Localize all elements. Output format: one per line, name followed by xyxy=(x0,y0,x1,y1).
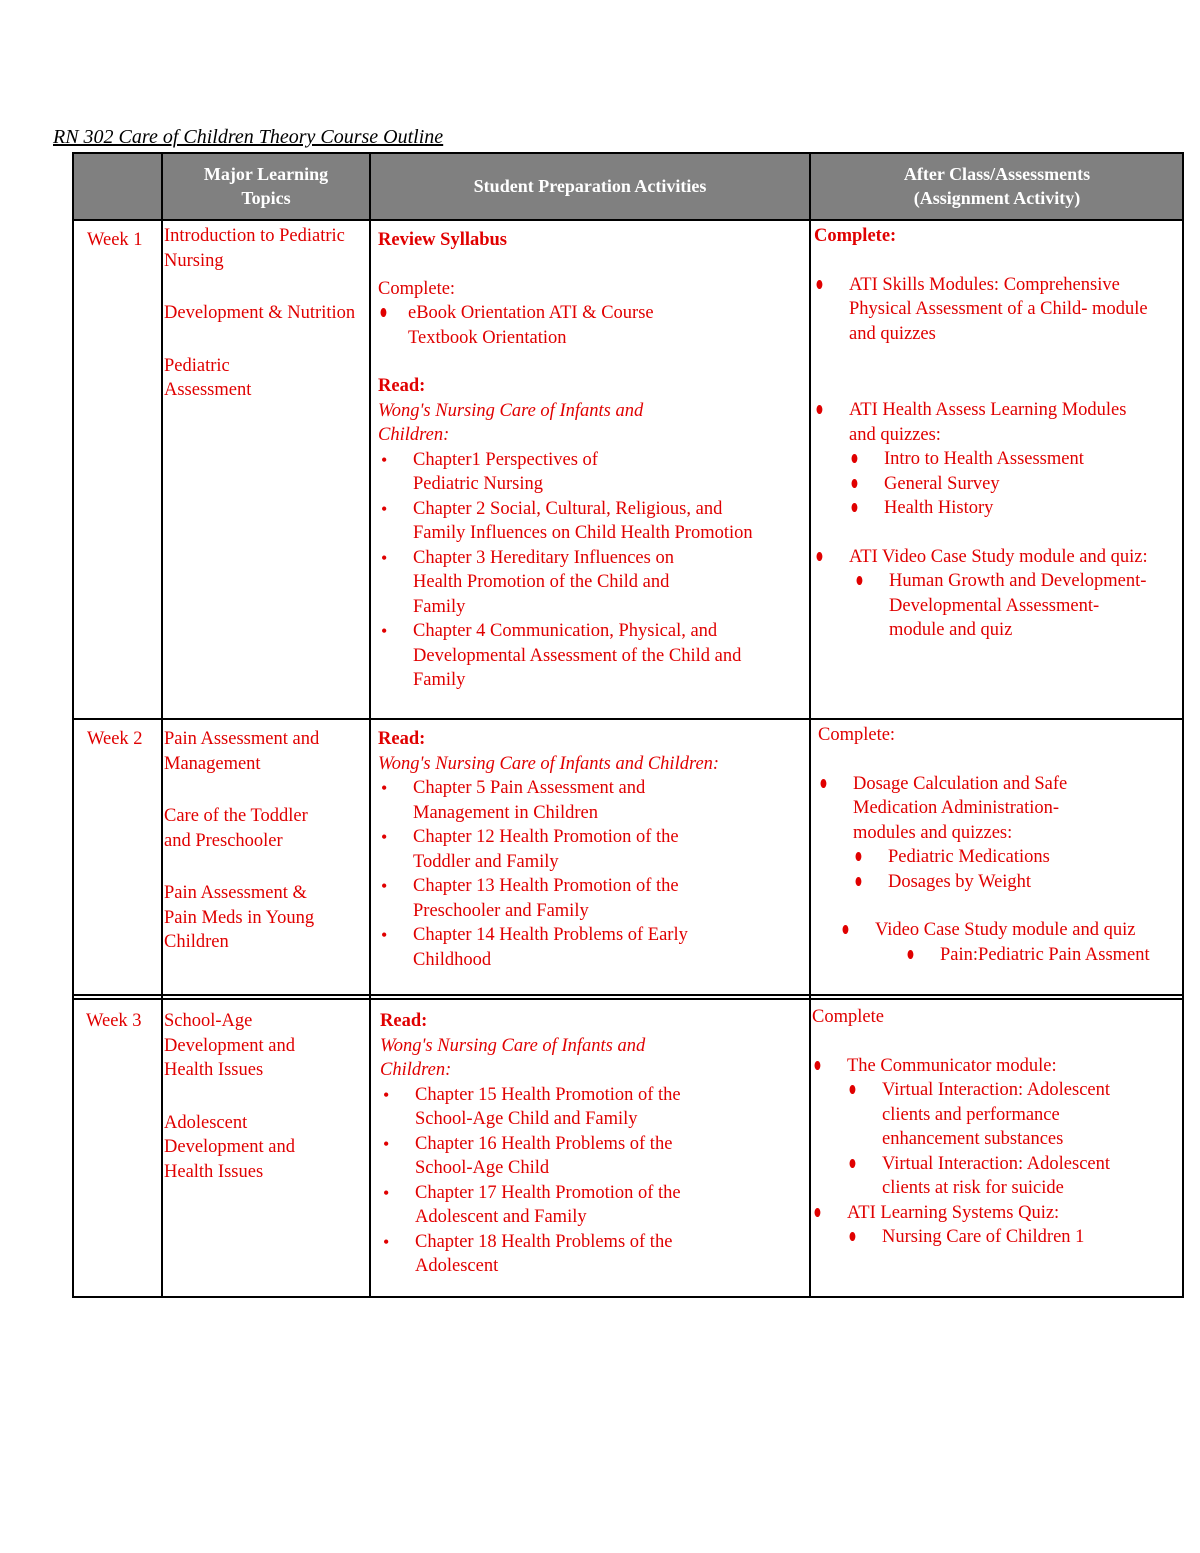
border-top xyxy=(72,152,1184,154)
after-cell xyxy=(810,719,1184,995)
read-label: Read: xyxy=(380,1011,428,1031)
header-after-line1: After Class/Assessments xyxy=(903,164,1091,184)
week-label: Week 2 xyxy=(87,729,143,749)
list-item: • Chapter 2 Social, Cultural, Religious, and Family Influences on Child Health Promotion xyxy=(378,497,774,546)
list-item xyxy=(814,398,1139,521)
topics-cell xyxy=(162,719,370,995)
read-label: Read: xyxy=(378,729,426,749)
list-item: ⬮ Pediatric Medications xyxy=(853,845,1133,870)
list-item xyxy=(812,1201,1178,1250)
list-item xyxy=(840,918,1180,967)
item-text: ATI Health Assess Learning Modules and quizzes: xyxy=(849,400,1127,445)
complete-label: Complete: xyxy=(378,278,456,299)
after-cell xyxy=(810,999,1184,1298)
topics-cell xyxy=(162,999,370,1298)
sub-list xyxy=(849,447,1149,521)
header-prep: Student Preparation Activities xyxy=(370,152,810,220)
list-item: ⬮ Health History xyxy=(849,496,1149,521)
topic: Care of the Toddler and Preschooler xyxy=(164,806,308,851)
list-item: • Chapter 5 Pain Assessment and Management in Children xyxy=(378,776,688,825)
list-item: ⬮ Human Growth and Development- Developmental Assessment- module and quiz xyxy=(854,569,1154,643)
topic: Introduction to Pediatric Nursing xyxy=(164,226,345,271)
header-week-cell xyxy=(72,152,162,220)
table-row xyxy=(72,999,1184,1298)
row-divider xyxy=(72,998,1184,1000)
assignment-list xyxy=(812,1054,1178,1250)
list-item: ⬮ Virtual Interaction: Adolescent clients and performance enhancement substances xyxy=(847,1078,1147,1152)
list-item: ⬮ Pain:Pediatric Pain Assment xyxy=(905,943,1180,968)
page-title: RN 302 Care of Children Theory Course Outline xyxy=(53,126,444,148)
list-item: ⬮ eBook Orientation ATI & Course Textbook Orientation xyxy=(378,301,708,350)
header-topics: Major Learning Topics xyxy=(162,152,370,220)
item-text: ATI Learning Systems Quiz: xyxy=(847,1202,1060,1223)
list-item: • Chapter 12 Health Promotion of the Toddler and Family xyxy=(378,825,688,874)
item-text: ATI Skills Modules: Comprehensive Physical Assessment of a Child- module and quizzes xyxy=(849,274,1148,344)
list-item: ⬮ General Survey xyxy=(849,472,1149,497)
after-cell xyxy=(810,220,1184,719)
item-text: Video Case Study module and quiz xyxy=(875,920,1136,940)
list-item: ⬮ Intro to Health Assessment xyxy=(849,447,1149,472)
border-bottom xyxy=(72,1296,1184,1298)
list-item: • Chapter 3 Hereditary Influences on Health Promotion of the Child and Family xyxy=(378,546,723,620)
book-title: Wong's Nursing Care of Infants and Children: xyxy=(378,400,644,445)
row-divider xyxy=(72,718,1184,720)
prep-cell xyxy=(370,719,810,995)
list-item: • Chapter 13 Health Promotion of the Preschooler and Family xyxy=(378,874,688,923)
topic: School-Age Development and Health Issues xyxy=(164,1011,295,1080)
complete-label: Complete: xyxy=(814,226,897,246)
list-item: ⬮ Nursing Care of Children 1 xyxy=(847,1225,1178,1250)
list-item xyxy=(814,273,1169,347)
item-text: The Communicator module: xyxy=(847,1055,1057,1076)
complete-label: Complete: xyxy=(818,725,896,745)
header-after-line2: (Assignment Activity) xyxy=(913,188,1081,208)
list-item: • Chapter 4 Communication, Physical, and Developmental Assessment of the Child and Family xyxy=(378,619,774,693)
sub-list xyxy=(847,1078,1147,1201)
week-label: Week 1 xyxy=(87,230,143,250)
chapter-list xyxy=(378,448,774,693)
header-after xyxy=(810,152,1184,220)
table-row xyxy=(72,719,1184,995)
list-item: • Chapter 16 Health Problems of the School-Age Child xyxy=(380,1132,715,1181)
chapter-list xyxy=(378,776,688,972)
book-title: Wong's Nursing Care of Infants and Children: xyxy=(378,753,720,774)
border-left xyxy=(72,152,74,1298)
topic: Development & Nutrition xyxy=(164,303,356,323)
assignment-list xyxy=(814,273,1176,643)
border-right xyxy=(1182,152,1184,1298)
list-item: • Chapter 17 Health Promotion of the Adolescent and Family xyxy=(380,1181,710,1230)
list-item: • Chapter 18 Health Problems of the Adolescent xyxy=(380,1230,715,1279)
topic: Pain Assessment & Pain Meds in Young Children xyxy=(164,883,315,952)
sub-list xyxy=(849,569,1154,643)
topic: Pain Assessment and Management xyxy=(164,729,320,774)
list-item xyxy=(814,545,1176,643)
row-divider xyxy=(72,219,1184,221)
col-divider xyxy=(161,152,163,1298)
topic: Adolescent Development and Health Issues xyxy=(164,1112,295,1182)
list-item: • Chapter 14 Health Problems of Early Childhood xyxy=(378,923,688,972)
sub-list xyxy=(875,943,1180,968)
list-item: • Chapter 15 Health Promotion of the School-Age Child and Family xyxy=(380,1083,710,1132)
col-divider xyxy=(809,152,811,1298)
prep-cell xyxy=(370,999,810,1298)
item-text: ATI Video Case Study module and quiz: xyxy=(849,546,1148,567)
prep-cell xyxy=(370,220,810,719)
book-title: Wong's Nursing Care of Infants and Children: xyxy=(380,1035,646,1080)
topics-cell xyxy=(162,220,370,719)
table-row xyxy=(72,220,1184,719)
row-divider xyxy=(72,994,1184,996)
week-label: Week 3 xyxy=(86,1011,142,1031)
complete-list xyxy=(378,301,774,350)
list-item xyxy=(818,772,1113,895)
read-label: Read: xyxy=(378,376,426,396)
topic: Pediatric Assessment xyxy=(164,355,252,400)
chapter-list xyxy=(380,1083,710,1279)
col-divider xyxy=(369,152,371,1298)
review-label: Review Syllabus xyxy=(378,230,508,250)
sub-list xyxy=(853,845,1133,894)
list-item: • Chapter1 Perspectives of Pediatric Nursing xyxy=(378,448,643,497)
list-item: ⬮ Virtual Interaction: Adolescent clients at risk for suicide xyxy=(847,1152,1147,1201)
list-item: ⬮ Dosages by Weight xyxy=(853,870,1133,895)
list-item xyxy=(812,1054,1178,1201)
item-text: Dosage Calculation and Safe Medication Administration- modules and quizzes: xyxy=(853,773,1068,843)
complete-label: Complete xyxy=(812,1007,884,1027)
assignment-list xyxy=(818,772,1180,968)
course-outline-table xyxy=(72,152,1184,1298)
table-header-row xyxy=(72,152,1184,220)
sub-list xyxy=(847,1225,1178,1250)
